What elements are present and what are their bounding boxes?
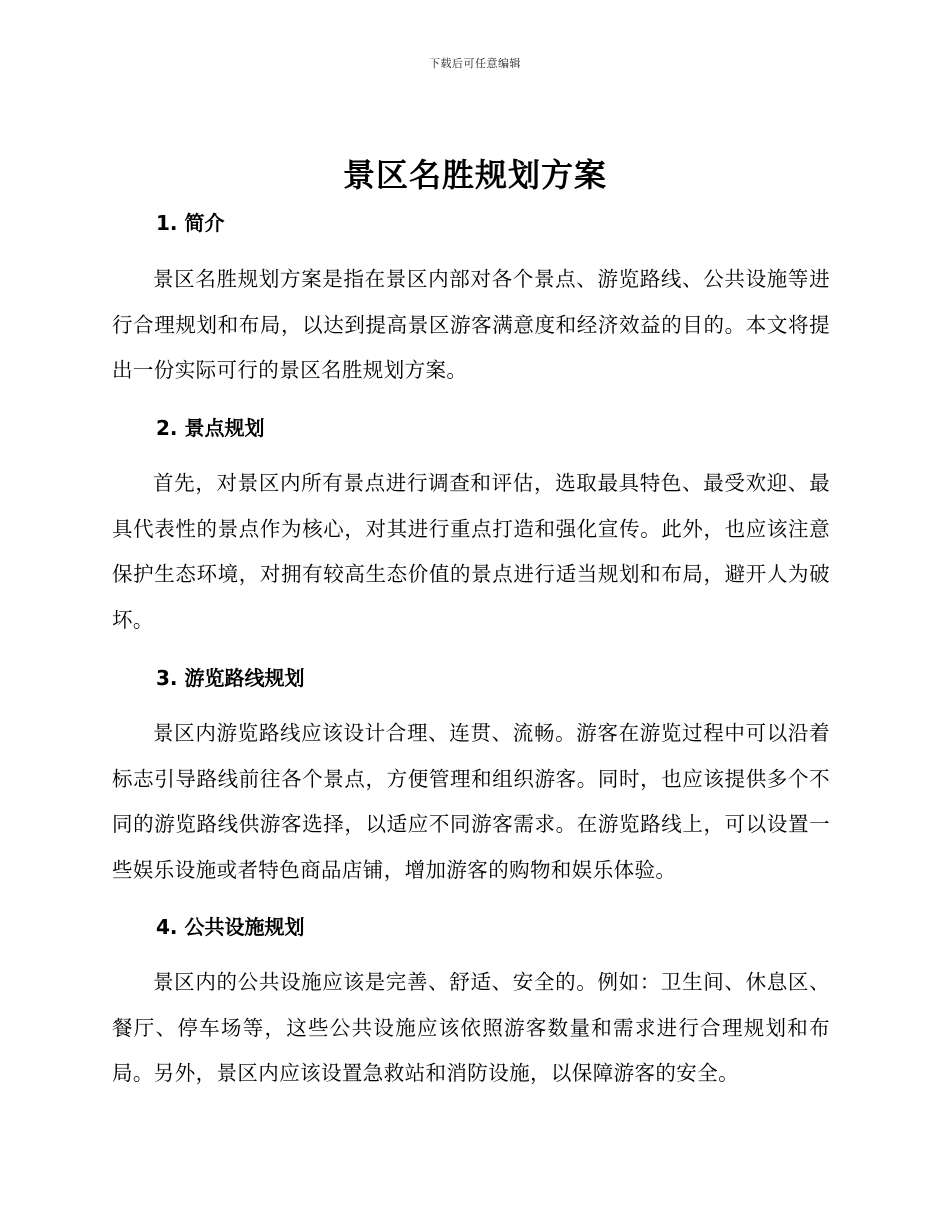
section-heading-tour-routes: 3. 游览路线规划 — [156, 666, 305, 690]
section-heading-scenic-spots: 2. 景点规划 — [156, 416, 265, 440]
section-heading-intro: 1. 简介 — [156, 211, 225, 235]
header-note: 下载后可任意编辑 — [429, 57, 521, 70]
section-body-intro: 景区名胜规划方案是指在景区内部对各个景点、游览路线、公共设施等进行合理规划和布局，以达到提高景区游客满意度和经济效益的目的。本文将提出一份实际可行的景区名胜规划方案。 — [112, 267, 830, 382]
section-heading-public-facilities: 4. 公共设施规划 — [156, 915, 305, 939]
section-body-tour-routes: 景区内游览路线应该设计合理、连贯、流畅。游客在游览过程中可以沿着标志引导路线前往各个景点，方便管理和组织游客。同时，也应该提供多个不同的游览路线供游客选择，以适应不同游客需求。在游览路线上，可以设置一些娱乐设施或者特色商品店铺，增加游客的购物和娱乐体验。 — [112, 721, 830, 882]
document-title: 景区名胜规划方案 — [342, 156, 607, 194]
section-body-public-facilities: 景区内的公共设施应该是完善、舒适、安全的。例如：卫生间、休息区、餐厅、停车场等，这些公共设施应该依照游客数量和需求进行合理规划和布局。另外，景区内应该设置急救站和消防设施，以保障游客的安全。 — [112, 970, 830, 1085]
section-body-scenic-spots: 首先，对景区内所有景点进行调查和评估，选取最具特色、最受欢迎、最具代表性的景点作为核心，对其进行重点打造和强化宣传。此外，也应该注意保护生态环境，对拥有较高生态价值的景点进行适当规划和布局，避开人为破坏。 — [112, 471, 830, 632]
